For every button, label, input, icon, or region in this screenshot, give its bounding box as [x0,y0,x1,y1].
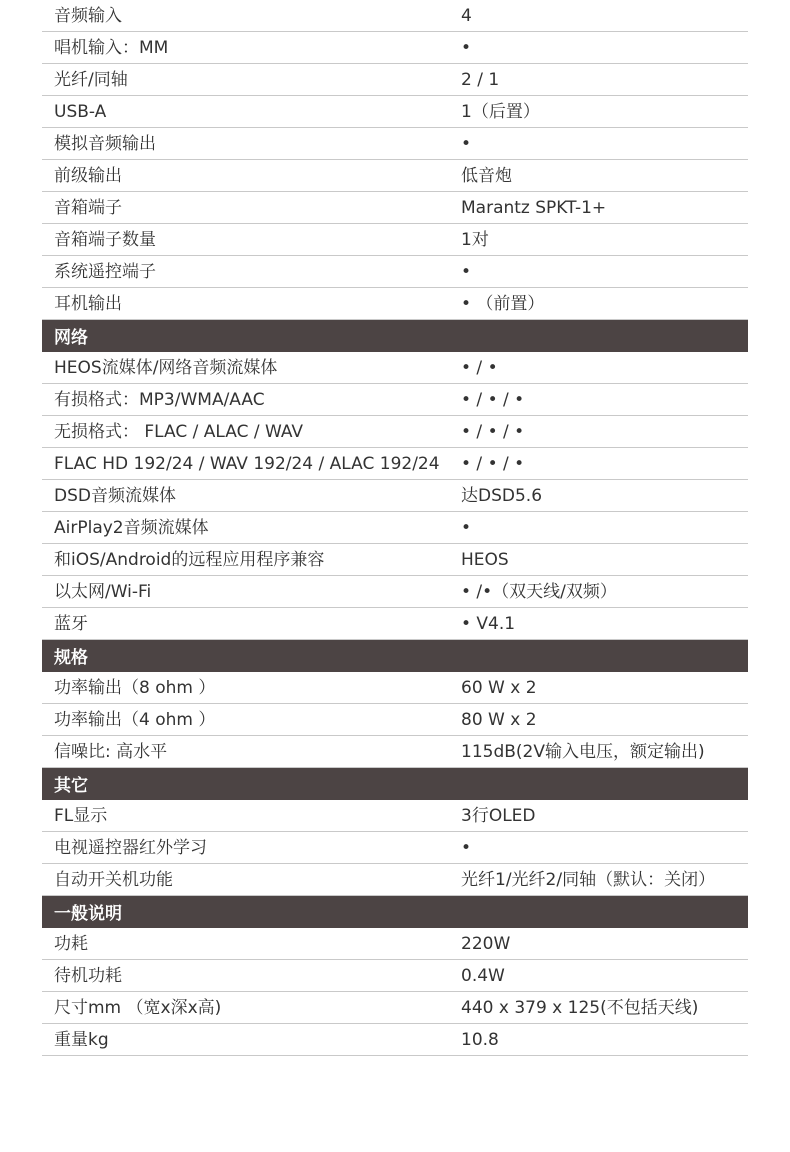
section-header: 规格 [42,640,748,672]
spec-label: 和iOS/Android的远程应用程序兼容 [54,549,325,570]
spec-label: HEOS流媒体/网络音频流媒体 [54,357,278,378]
spec-row [42,672,748,704]
spec-row [42,416,748,448]
spec-label: FL显示 [54,805,108,826]
spec-label: 以太网/Wi-Fi [54,581,152,602]
spec-value: 220W [461,933,511,954]
spec-table [42,0,748,1056]
spec-label: FLAC HD 192/24 / WAV 192/24 / ALAC 192/24 [54,453,440,474]
spec-value: 440 x 379 x 125(不包括天线) [461,997,699,1018]
spec-row [42,160,748,192]
spec-value: • / • / • [461,421,525,442]
spec-value: • / • [461,357,498,378]
spec-row [42,480,748,512]
spec-value: 115dB(2V输入电压，额定输出) [461,741,705,762]
spec-row [42,992,748,1024]
spec-value: • [461,837,472,858]
spec-label: 功率输出（8 ohm ） [54,677,216,698]
spec-value: • [461,133,472,154]
spec-value: 3行OLED [461,805,536,826]
spec-row [42,448,748,480]
spec-value: 2 / 1 [461,69,500,90]
spec-value: 10.8 [461,1029,499,1050]
spec-label: 重量kg [54,1029,109,1050]
spec-row [42,1024,748,1056]
spec-value: 80 W x 2 [461,709,537,730]
spec-label: 系统遥控端子 [54,261,156,282]
spec-label: 唱机输入：MM [54,37,169,58]
spec-value: • [461,37,472,58]
spec-row [42,736,748,768]
spec-value: 60 W x 2 [461,677,537,698]
spec-value: 低音炮 [461,165,512,186]
spec-value: 4 [461,5,472,26]
spec-row [42,128,748,160]
spec-label: 音箱端子 [54,197,122,218]
spec-row [42,384,748,416]
spec-label: USB-A [54,101,107,122]
spec-label: 音箱端子数量 [54,229,156,250]
spec-row [42,928,748,960]
spec-value: 1（后置） [461,101,540,122]
spec-label: 无损格式： FLAC / ALAC / WAV [54,421,304,442]
spec-value: • V4.1 [461,613,516,634]
spec-label: 有损格式：MP3/WMA/AAC [54,389,265,410]
spec-value: • [461,261,472,282]
spec-row [42,256,748,288]
spec-row [42,832,748,864]
section-header: 一般说明 [42,896,748,928]
spec-row [42,800,748,832]
spec-row [42,576,748,608]
spec-row [42,960,748,992]
spec-value: Marantz SPKT-1+ [461,197,607,218]
spec-value: 1对 [461,229,489,250]
spec-value: 光纤1/光纤2/同轴（默认：关闭） [461,869,716,890]
spec-row [42,864,748,896]
spec-row [42,224,748,256]
spec-row [42,512,748,544]
spec-value: 0.4W [461,965,505,986]
spec-label: DSD音频流媒体 [54,485,176,506]
spec-label: 待机功耗 [54,965,122,986]
spec-row [42,192,748,224]
spec-row [42,288,748,320]
spec-row [42,32,748,64]
spec-row [42,704,748,736]
section-header: 网络 [42,320,748,352]
spec-label: 光纤/同轴 [54,69,128,90]
spec-row [42,544,748,576]
spec-row [42,608,748,640]
spec-label: 前级输出 [54,165,122,186]
spec-value: • / • / • [461,389,525,410]
spec-label: 耳机输出 [54,293,122,314]
spec-label: 蓝牙 [54,613,88,634]
spec-label: 功耗 [54,933,88,954]
spec-row [42,64,748,96]
spec-label: AirPlay2音频流媒体 [54,517,209,538]
spec-value: • [461,517,472,538]
spec-value: • /•（双天线/双频） [461,581,617,602]
spec-value: • / • / • [461,453,525,474]
spec-label: 自动开关机功能 [54,869,173,890]
spec-label: 模拟音频输出 [54,133,156,154]
spec-row [42,0,748,32]
section-header: 其它 [42,768,748,800]
spec-value: • （前置） [461,293,545,314]
spec-row [42,96,748,128]
spec-value: HEOS [461,549,509,570]
spec-label: 功率输出（4 ohm ） [54,709,216,730]
spec-label: 音频输入 [54,5,122,26]
spec-label: 信噪比: 高水平 [54,741,168,762]
spec-value: 达DSD5.6 [461,485,543,506]
spec-label: 电视遥控器红外学习 [54,837,207,858]
spec-row [42,352,748,384]
spec-label: 尺寸mm （宽x深x高) [54,997,222,1018]
